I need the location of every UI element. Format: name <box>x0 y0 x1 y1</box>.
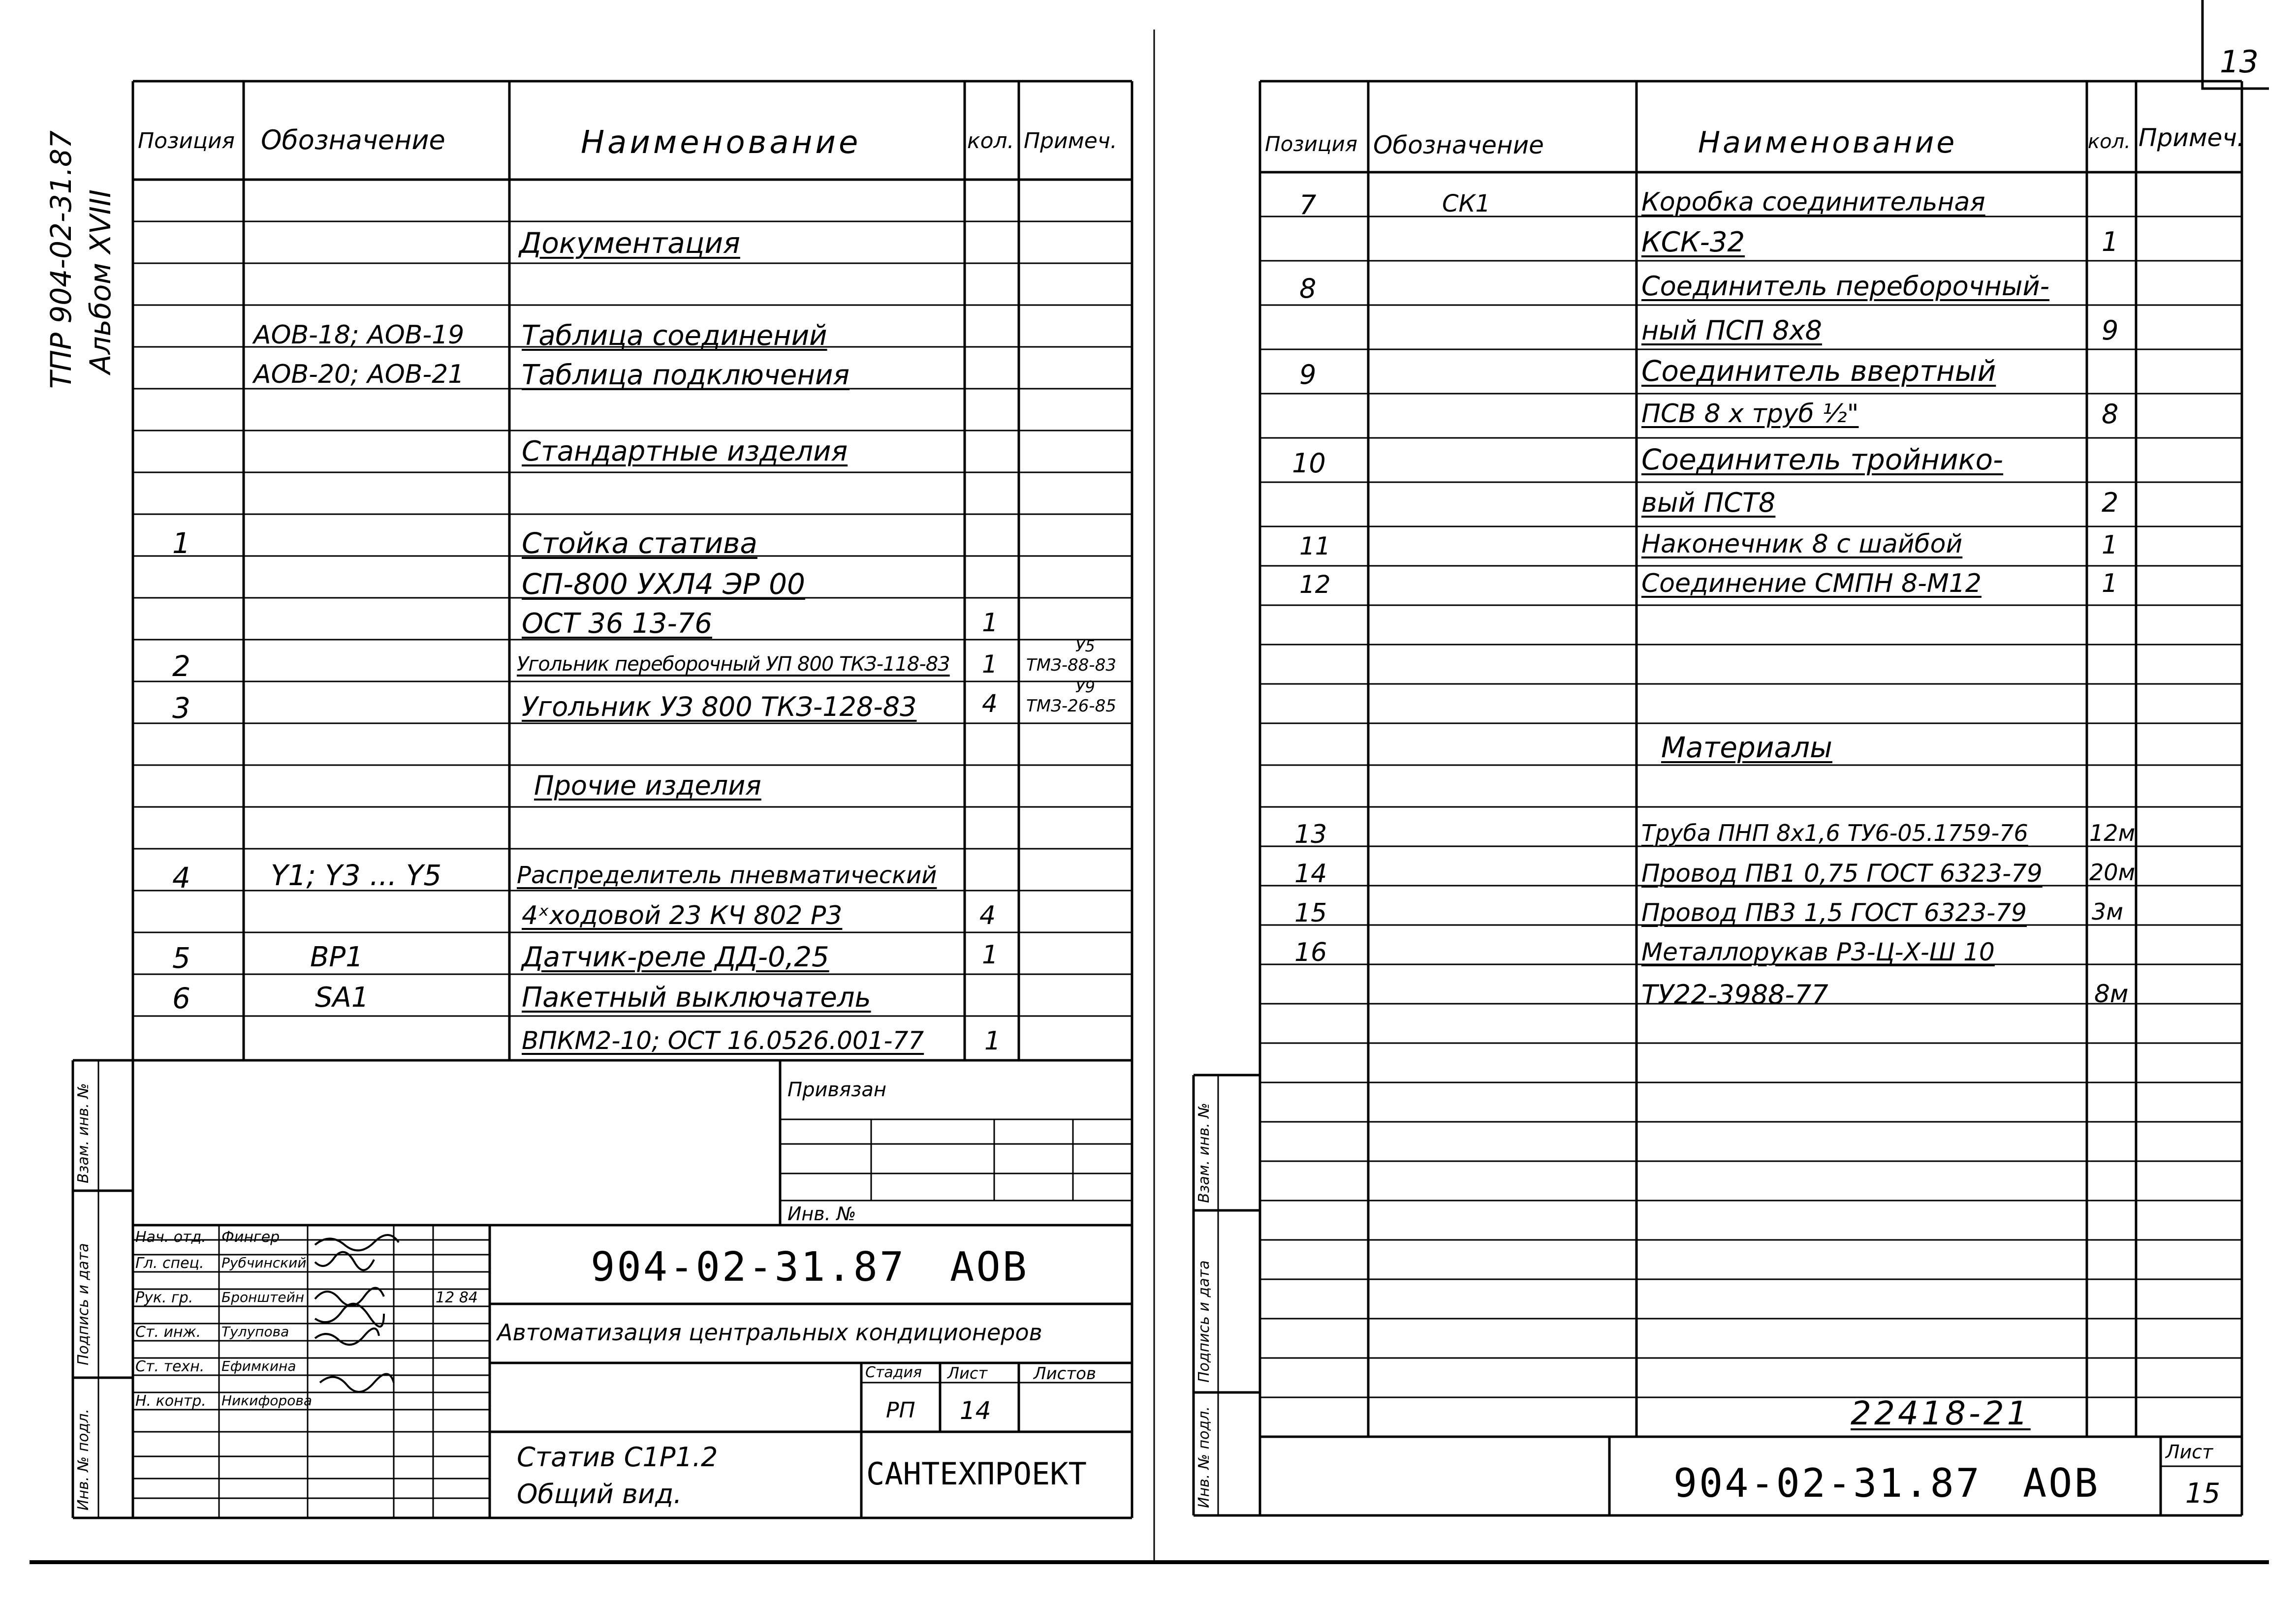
stamp-stage: РП <box>886 1398 915 1423</box>
stamp-mark: АОВ <box>950 1244 1029 1291</box>
left-row-note: ТМЗ-26-85 <box>1026 696 1116 716</box>
stamp-date: 12 84 <box>436 1289 478 1306</box>
left-row-pos: 5 <box>172 941 190 975</box>
left-row-pos: 1 <box>172 526 190 560</box>
right-row-qty: 12м <box>2089 820 2136 846</box>
right-header-des: Обозначение <box>1373 131 1544 159</box>
page-number: 13 <box>2220 44 2259 80</box>
right-row-name: ПСВ 8 х труб ½" <box>1641 399 1859 429</box>
stamp-col-sheets: Листов <box>1034 1364 1097 1384</box>
stamp-person: Тулупова <box>221 1324 289 1340</box>
right-row-pos: 7 <box>1299 189 1317 220</box>
right-row-des: СК1 <box>1442 190 1491 217</box>
right-row-name: Соединитель тройнико- <box>1641 443 2004 476</box>
right-row-qty: 3м <box>2092 898 2123 925</box>
left-header-qty: кол. <box>967 128 1014 154</box>
stamp-title: Автоматизация центральных кондиционеров <box>497 1319 1042 1346</box>
left-row-name: ВПКМ2-10; ОСТ 16.0526.001-77 <box>522 1026 924 1055</box>
right-header-qty: кол. <box>2088 130 2131 153</box>
right-row-pos: 14 <box>1294 859 1327 889</box>
stamp-sheet: 14 <box>960 1396 991 1425</box>
series-label: ТПР 904-02-31.87 <box>44 130 78 389</box>
left-row-name: Таблица соединений <box>522 320 827 352</box>
right-row-qty: 8 <box>2102 399 2119 430</box>
left-header-name: Наименование <box>581 124 861 161</box>
margin-stamp-inv: Инв. № подл. <box>75 1409 92 1511</box>
left-row-pos: 3 <box>172 691 190 725</box>
right-header-name: Наименование <box>1698 125 1957 160</box>
left-row-qty: 4 <box>982 689 998 718</box>
right-row-qty: 20м <box>2089 859 2136 886</box>
left-row-des: Y1; Y3 ... Y5 <box>271 859 442 892</box>
right-row-qty: 1 <box>2102 226 2119 257</box>
left-section-standard: Стандартные изделия <box>522 435 848 467</box>
left-row-name: СП-800 УХЛ4 ЭР 00 <box>522 567 805 601</box>
right-row-name: Провод ПВ3 1,5 ГОСТ 6323-79 <box>1641 898 2027 927</box>
stamp-person: Бронштейн <box>221 1289 305 1305</box>
left-row-pos: 2 <box>172 649 190 683</box>
right-row-pos: 13 <box>1294 820 1327 849</box>
right-row-pos: 8 <box>1299 273 1317 304</box>
left-row-des: АОВ-20; АОВ-21 <box>253 360 465 389</box>
left-header-pos: Позиция <box>138 128 235 154</box>
right-row-qty: 8м <box>2094 980 2129 1008</box>
stamp-privyazan: Привязан <box>787 1079 887 1101</box>
left-row-name: 4ˣходовой 23 КЧ 802 Р3 <box>522 901 843 930</box>
right-header-pos: Позиция <box>1265 132 1358 156</box>
margin-stamp-replace: Взам. инв. № <box>75 1083 92 1183</box>
left-row-des: BP1 <box>310 941 363 973</box>
right-row-name: ный ПСП 8х8 <box>1641 315 1822 346</box>
margin-stamp-sign: Подпись и дата <box>75 1243 92 1365</box>
stamp-role: Н. контр. <box>135 1392 206 1410</box>
left-row-des: SA1 <box>315 982 369 1014</box>
right-row-pos: 12 <box>1299 570 1331 599</box>
right-row-pos: 10 <box>1292 448 1326 479</box>
right-stamp-mark: АОВ <box>2023 1460 2100 1506</box>
stamp-person: Фингер <box>221 1229 280 1246</box>
right-row-pos: 16 <box>1294 938 1327 967</box>
stamp-role: Ст. техн. <box>135 1358 205 1375</box>
stamp-person: Ефимкина <box>221 1358 296 1374</box>
stamp-person: Никифорова <box>221 1392 312 1409</box>
margin-stamp-sign: Подпись и дата <box>1195 1260 1213 1383</box>
left-row-qty: 1 <box>982 608 999 638</box>
right-row-name: Соединение СМПН 8-М12 <box>1641 569 1981 598</box>
right-row-qty: 1 <box>2102 530 2118 560</box>
stamp-inv-no: Инв. № <box>787 1203 856 1225</box>
right-row-name: Металлорукав Р3-Ц-Х-Ш 10 <box>1641 938 1995 966</box>
right-row-name: Соединитель переборочный- <box>1641 271 2050 302</box>
left-row-name: Датчик-реле ДД-0,25 <box>522 941 829 973</box>
left-row-name: ОСТ 36 13-76 <box>522 608 712 640</box>
left-row-qty: 1 <box>982 940 999 970</box>
stamp-role: Гл. спец. <box>135 1255 204 1272</box>
left-row-qty: 1 <box>982 650 998 679</box>
margin-stamp-replace: Взам. инв. № <box>1195 1103 1213 1203</box>
left-row-name: Угольник переборочный УП 800 ТКЗ-118-83 <box>517 653 950 676</box>
right-row-name: ТУ22-3988-77 <box>1641 979 1828 1010</box>
right-row-name: Коробка соединительная <box>1641 187 1985 217</box>
left-row-name: Таблица подключения <box>522 359 850 391</box>
right-stamp-code: 904-02-31.87 <box>1673 1460 1981 1506</box>
right-row-qty: 2 <box>2102 487 2119 518</box>
left-row-qty: 4 <box>979 901 996 930</box>
stamp-role: Ст. инж. <box>135 1324 201 1341</box>
left-row-name: Угольник УЗ 800 ТКЗ-128-83 <box>522 691 917 722</box>
right-section-materials: Материалы <box>1661 731 1832 764</box>
stamp-org: САНТЕХПРОЕКТ <box>866 1456 1087 1492</box>
left-section-other: Прочие изделия <box>534 770 761 801</box>
right-row-name: вый ПСТ8 <box>1641 487 1776 518</box>
left-row-pos: 4 <box>172 861 190 895</box>
left-row-name: Пакетный выключатель <box>522 982 871 1014</box>
album-label: Альбом XVIII <box>84 189 117 374</box>
right-row-name: Наконечник 8 с шайбой <box>1641 529 1963 559</box>
left-row-pos: 6 <box>172 982 190 1015</box>
stamp-col-sheet: Лист <box>947 1364 988 1383</box>
stamp-drawing-2: Общий вид. <box>517 1479 682 1510</box>
right-row-qty: 1 <box>2102 569 2118 598</box>
right-row-pos: 15 <box>1294 898 1327 928</box>
right-row-name: КСК-32 <box>1641 226 1745 258</box>
stamp-col-stage: Стадия <box>865 1364 922 1381</box>
stamp-code: 904-02-31.87 <box>591 1244 906 1291</box>
left-row-note-top: У9 <box>1075 678 1095 696</box>
right-row-name: Труба ПНП 8х1,6 ТУ6-05.1759-76 <box>1641 820 2028 846</box>
left-row-note: ТМЗ-88-83 <box>1026 655 1116 675</box>
stamp-person: Рубчинский <box>221 1255 307 1271</box>
left-row-name: Стойка статива <box>522 526 757 560</box>
margin-stamp-inv: Инв. № подл. <box>1195 1406 1213 1508</box>
stamp-role: Рук. гр. <box>135 1289 193 1306</box>
right-stamp-sheet-label: Лист <box>2166 1441 2213 1463</box>
right-row-qty: 9 <box>2102 315 2119 346</box>
right-row-pos: 11 <box>1299 532 1331 560</box>
left-row-qty: 1 <box>984 1026 1001 1056</box>
left-row-note-top: У5 <box>1075 637 1095 655</box>
archive-number: 22418-21 <box>1851 1394 2031 1432</box>
left-section-docs: Документация <box>519 226 740 260</box>
right-header-note: Примеч. <box>2139 123 2245 152</box>
right-row-pos: 9 <box>1299 359 1317 390</box>
left-header-note: Примеч. <box>1024 128 1117 154</box>
right-row-name: Провод ПВ1 0,75 ГОСТ 6323-79 <box>1641 859 2043 888</box>
right-stamp-sheet: 15 <box>2185 1478 2221 1510</box>
left-header-des: Обозначение <box>261 124 445 155</box>
stamp-role: Нач. отд. <box>135 1229 206 1246</box>
stamp-drawing: Статив С1Р1.2 <box>517 1442 718 1473</box>
left-row-name: Распределитель пневматический <box>517 862 937 889</box>
left-row-des: АОВ-18; АОВ-19 <box>253 320 465 350</box>
right-row-name: Соединитель ввертный <box>1641 354 1996 388</box>
